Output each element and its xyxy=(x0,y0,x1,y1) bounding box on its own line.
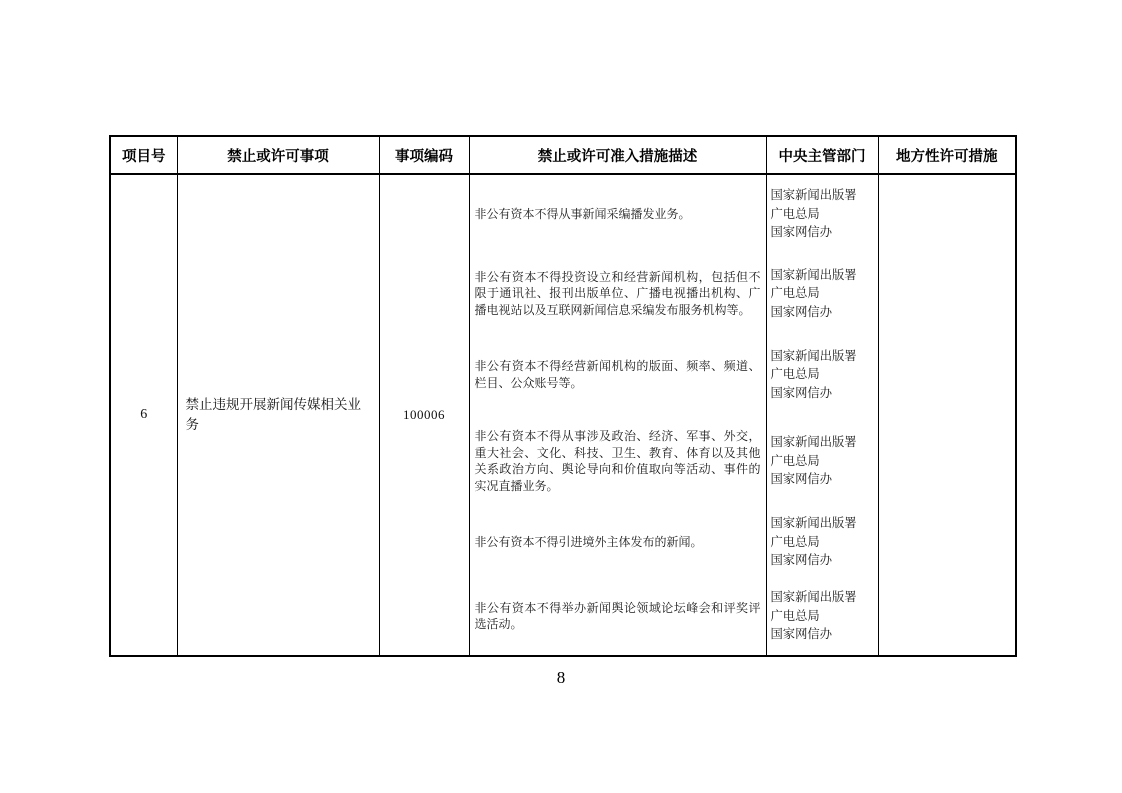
department-line: 国家网信办 xyxy=(770,385,832,400)
header-local-measures: 地方性许可措施 xyxy=(878,136,1016,174)
measure-description-cell: 非公有资本不得引进境外主体发布的新闻。 xyxy=(469,507,766,577)
header-central-department: 中央主管部门 xyxy=(766,136,878,174)
item-number-cell: 6 xyxy=(110,174,177,656)
department-cell xyxy=(766,334,878,415)
item-name-cell: 禁止违规开展新闻传媒相关业务 xyxy=(177,174,379,656)
negative-list-table xyxy=(109,135,1017,657)
department-line: 国家网信办 xyxy=(770,553,832,568)
local-measures-cell xyxy=(878,174,1016,656)
measure-description-cell: 非公有资本不得从事新闻采编播发业务。 xyxy=(469,174,766,253)
department-cell xyxy=(766,174,878,253)
item-code-cell: 100006 xyxy=(379,174,469,656)
department-line: 广电总局 xyxy=(770,534,820,549)
header-item-code: 事项编码 xyxy=(379,136,469,174)
department-cell xyxy=(766,415,878,507)
page-number: 8 xyxy=(556,668,566,687)
header-measure-description: 禁止或许可准入措施描述 xyxy=(469,136,766,174)
department-line: 国家新闻出版署 xyxy=(770,516,857,531)
department-line: 广电总局 xyxy=(770,286,820,301)
department-cell xyxy=(766,253,878,334)
department-line: 国家网信办 xyxy=(770,304,832,319)
department-line: 广电总局 xyxy=(770,367,820,382)
header-item-name: 禁止或许可事项 xyxy=(177,136,379,174)
table-header-row xyxy=(110,136,1016,174)
measure-description-cell: 非公有资本不得投资设立和经营新闻机构，包括但不限于通讯社、报刊出版单位、广播电视播出机构、广播电视站以及互联网新闻信息采编发布服务机构等。 xyxy=(469,253,766,334)
measure-description-cell: 非公有资本不得经营新闻机构的版面、频率、频道、栏目、公众账号等。 xyxy=(469,334,766,415)
department-line: 广电总局 xyxy=(770,453,820,468)
department-line: 广电总局 xyxy=(770,608,820,623)
measure-row xyxy=(110,174,1016,253)
department-line: 广电总局 xyxy=(770,206,820,221)
department-line: 国家新闻出版署 xyxy=(770,348,857,363)
measure-description-cell: 非公有资本不得举办新闻舆论领域论坛峰会和评奖评选活动。 xyxy=(469,577,766,656)
measure-description-cell: 非公有资本不得从事涉及政治、经济、军事、外交，重大社会、文化、科技、卫生、教育、体育以及其他关系政治方向、舆论导向和价值取向等活动、事件的实况直播业务。 xyxy=(469,415,766,507)
department-line: 国家新闻出版署 xyxy=(770,590,857,605)
department-line: 国家网信办 xyxy=(770,225,832,240)
department-cell xyxy=(766,507,878,577)
department-cell xyxy=(766,577,878,656)
header-item-number: 项目号 xyxy=(110,136,177,174)
department-line: 国家新闻出版署 xyxy=(770,267,857,282)
department-line: 国家新闻出版署 xyxy=(770,435,857,450)
department-line: 国家网信办 xyxy=(770,627,832,642)
department-line: 国家新闻出版署 xyxy=(770,188,857,203)
department-line: 国家网信办 xyxy=(770,472,832,487)
